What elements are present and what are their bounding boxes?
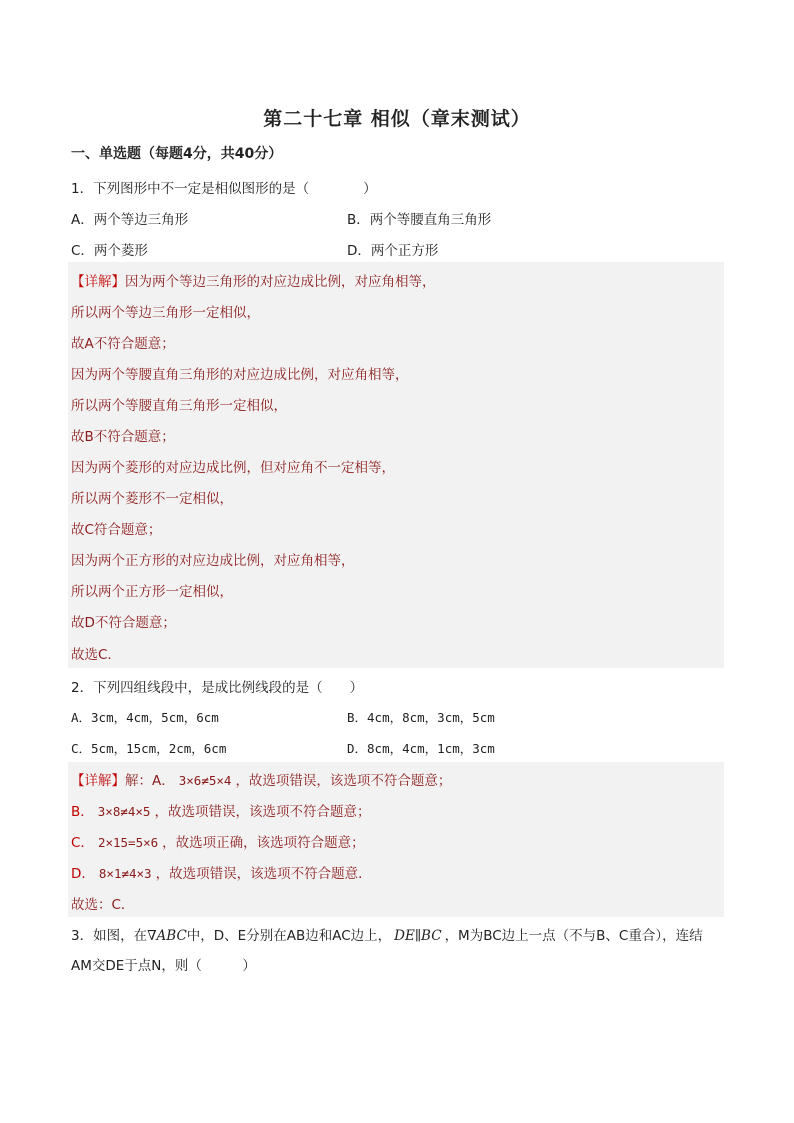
- detail-text: ，故选项错误，该选项不符合题意．: [155, 866, 372, 882]
- q3-text-2: 中，D、E分别在AB边和AC边上，: [186, 928, 392, 944]
- q3-text-1: 3．如图，在: [71, 928, 148, 944]
- question-2-stem: 2．下列四组线段中，是成比例线段的是（ ）: [71, 680, 364, 696]
- q2-option-b: B．4cm，8cm，3cm，5cm: [347, 710, 495, 725]
- q2-detail-line-3: [71, 831, 365, 851]
- q1-detail-line-11: 所以两个正方形一定相似，: [71, 584, 233, 600]
- detail-text: ，故选项正确，该选项符合题意；: [162, 835, 365, 851]
- detail-math: 2×15=5×6: [97, 835, 159, 850]
- detail-prefix: 解：A．: [125, 773, 175, 789]
- detail-prefix: D．: [71, 866, 95, 882]
- q1-detail-line-9: 故C符合题意；: [71, 522, 162, 538]
- detail-text: ，故选项错误，该选项不符合题意；: [154, 804, 371, 820]
- q3-parallel-symbol: DE∥BC: [394, 928, 442, 944]
- q1-detail-line-8: 所以两个菱形不一定相似，: [71, 491, 233, 507]
- detail-label: 【详解】: [71, 773, 125, 789]
- q1-option-c: C．两个菱形: [71, 243, 148, 259]
- detail-math: 3×6≠5×4: [178, 773, 232, 788]
- q1-detail-line-12: 故D不符合题意；: [71, 615, 176, 631]
- section-heading: 一、单选题（每题4分，共40分）: [71, 146, 283, 162]
- q1-option-b: B．两个等腰直角三角形: [347, 212, 492, 228]
- q1-detail-line-13: 故选C．: [71, 647, 121, 663]
- detail-text: 因为两个等边三角形的对应边成比例，对应角相等，: [125, 274, 436, 290]
- q1-detail-line-7: 因为两个菱形的对应边成比例，但对应角不一定相等，: [71, 460, 395, 476]
- q2-option-d: D．8cm，4cm，1cm，3cm: [347, 741, 495, 756]
- q1-detail-line-6: 故B不符合题意；: [71, 429, 175, 445]
- q1-detail-line-1: [71, 270, 436, 290]
- q1-option-d: D．两个正方形: [347, 243, 439, 259]
- detail-label: 【详解】: [71, 274, 125, 290]
- page-title: 第二十七章 相似（章末测试）: [263, 108, 531, 130]
- q2-option-a: A．3cm，4cm，5cm，6cm: [71, 710, 219, 725]
- q1-detail-line-10: 因为两个正方形的对应边成比例，对应角相等，: [71, 553, 355, 569]
- detail-text: ，故选项错误，该选项不符合题意；: [235, 773, 452, 789]
- q3-text-3: ，M为BC边上一点（不与B、C重合），连结AM交DE于点N，则（ ）: [71, 928, 703, 974]
- q1-detail-line-3: 故A不符合题意；: [71, 336, 175, 352]
- detail-prefix: B．: [71, 804, 94, 820]
- q2-detail-line-2: [71, 800, 370, 820]
- question-3-stem: [71, 921, 723, 981]
- detail-prefix: C．: [71, 835, 94, 851]
- detail-math: 3×8≠4×5: [97, 804, 151, 819]
- detail-math: 8×1≠4×3: [98, 866, 152, 881]
- q3-triangle-symbol: ∇ABC: [147, 928, 187, 944]
- question-1-stem: 1．下列图形中不一定是相似图形的是（ ）: [71, 181, 377, 197]
- q2-detail-line-5: 故选：C．: [71, 897, 135, 913]
- q2-detail-line-1: [71, 769, 451, 789]
- q1-option-a: A．两个等边三角形: [71, 212, 189, 228]
- q2-option-c: C．5cm，15cm，2cm，6cm: [71, 741, 227, 756]
- q1-detail-line-5: 所以两个等腰直角三角形一定相似，: [71, 398, 287, 414]
- q1-detail-line-4: 因为两个等腰直角三角形的对应边成比例，对应角相等，: [71, 367, 409, 383]
- q1-detail-line-2: 所以两个等边三角形一定相似，: [71, 305, 260, 321]
- q2-detail-line-4: [71, 862, 372, 882]
